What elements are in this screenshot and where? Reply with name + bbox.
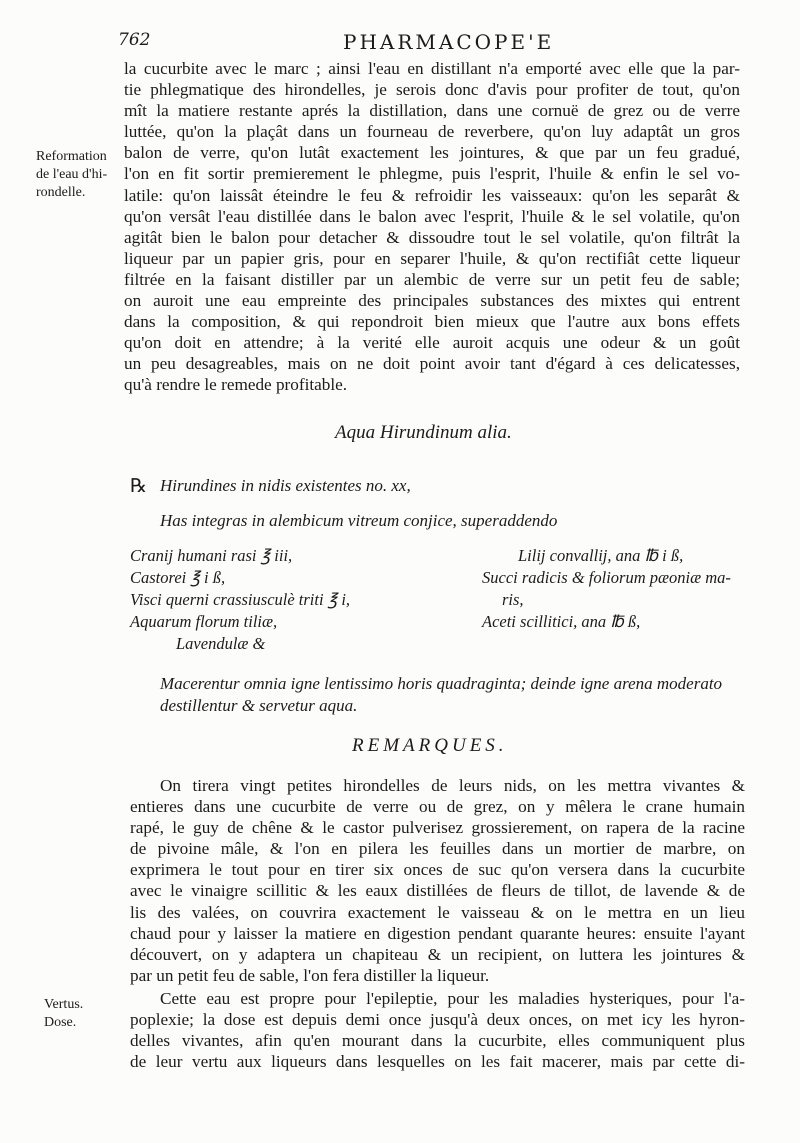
- recipe-rx-line: Hirundines in nidis existentes no. xx,: [160, 476, 411, 495]
- ingredient-left: Lavendulæ &: [176, 634, 266, 653]
- ingredient-left: Visci querni crassiusculè triti ℥ i,: [130, 590, 351, 609]
- text-line: exprimera le tout pour en tirer six onces de suc qu'on versera dans la cucurbite: [130, 860, 745, 880]
- text-line: la cucurbite avec le marc ; ainsi l'eau en distillant n'a emporté avec elle que la par-: [124, 59, 740, 78]
- section-heading-remarques: REMARQUES.: [352, 735, 508, 756]
- ingredient-left: Aquarum florum tiliæ,: [130, 612, 278, 631]
- recipe-rx-icon: ℞: [130, 475, 148, 497]
- margin-note-vertus-dose: [44, 996, 83, 1032]
- text-line: Cette eau est propre pour l'epileptie, pour les maladies hysteriques, pour l'a-: [160, 989, 745, 1008]
- text-line: entieres dans une cucurbite de verre ou de grez, on y mêlera le crane humain: [130, 797, 745, 817]
- recipe-maceration: [160, 673, 780, 717]
- text-line: un peu desagreables, mais on ne doit point avoir tant d'égard à ces delicatesses,: [124, 354, 740, 374]
- page-number: 762: [118, 30, 151, 50]
- text-line: luttée, qu'on la plaçât dans un fourneau de reverbere, qu'on luy adaptât un gros: [124, 122, 740, 142]
- text-line: qu'à rendre le remede profitable.: [124, 375, 348, 395]
- paragraph-vertus: [130, 988, 745, 1072]
- text-line: dans la composition, & qui repondroit bien mieux que l'autre aux bons effets: [124, 312, 740, 332]
- text-line: découvert, on y adaptera un chapiteau & un recipient, on luttera les jointures &: [130, 944, 745, 964]
- margin-note-line: de l'eau d'hi-: [36, 167, 108, 182]
- maceration-line: Macerentur omnia igne lentissimo horis quadraginta; deinde igne arena moderato: [160, 674, 723, 693]
- maceration-line: destillentur & servetur aqua.: [160, 696, 358, 715]
- text-line: lis des valées, on couvrira exactement le vaisseau & on le mettra en un lieu: [130, 902, 745, 922]
- ingredient-left: Castorei ℥ i ß,: [130, 568, 226, 587]
- text-line: de pivoine mâle, & l'on en pilera les feuilles dans un mortier de marbre, on: [130, 839, 745, 859]
- margin-note-reformation: [36, 148, 107, 202]
- text-line: on auroit une eau empreinte des principales substances des mixtes qui entrent: [124, 291, 740, 311]
- ingredient-right: ris,: [502, 590, 524, 609]
- paragraph-continuation: [124, 58, 740, 396]
- text-line: On tirera vingt petites hirondelles de leurs nids, on les mettra vivantes &: [160, 776, 745, 795]
- ingredient-right: Aceti scillitici, ana ℔ ß,: [482, 612, 641, 631]
- text-line: rapé, le guy de chêne & le castor pulverisez grossierement, on rapera de la racine: [130, 818, 745, 838]
- text-line: delles vivantes, afin qu'en mourant dans la cucurbite, elles communiquent plus: [130, 1031, 745, 1051]
- text-line: qu'on versât l'eau distillée dans le balon avec l'esprit, l'huile & le sel volatile, qu'on: [124, 206, 740, 226]
- text-line: mît la matiere restante aprés la distillation, dans une cornuë de grez ou de verre: [124, 101, 740, 121]
- text-line: latile: qu'on laissât éteindre le feu & refroidir les vaisseaux: qu'on les separât &: [124, 185, 740, 205]
- text-line: poplexie; la dose est depuis demi once jusqu'à deux onces, on met icy les hyron-: [130, 1010, 745, 1030]
- margin-note-line: rondelle.: [36, 185, 86, 200]
- recipe-title: Aqua Hirundinum alia.: [335, 422, 512, 443]
- recipe-instruction: Has integras in alembicum vitreum conjice, superaddendo: [160, 511, 558, 530]
- text-line: qu'on doit en attendre; à la verité elle auroit acquis une odeur & un goût: [124, 333, 740, 353]
- text-line: avec le vinaigre scillitic & les eaux distillées de fleurs de tillot, de lavende & de: [130, 881, 745, 901]
- text-line: tie phlegmatique des hirondelles, je serois donc d'avis pour profiter de tout, qu'on: [124, 80, 740, 100]
- ingredient-right: Succi radicis & foliorum pæoniæ ma-: [482, 568, 731, 587]
- text-line: chaud pour y laisser la matiere en digestion pendant quarante heures: ensuite l'ayant: [130, 923, 745, 943]
- text-line: l'on en fit sortir premierement le phlegme, puis l'esprit, l'huile & enfin le sel vo-: [124, 164, 740, 184]
- ingredient-right: Lilij convallij, ana ℔ i ß,: [518, 546, 684, 565]
- text-line: agitât bien le balon pour detacher & dissoudre tout le sel volatile, qu'on filtrât la: [124, 227, 740, 247]
- margin-note-line: Dose.: [44, 1015, 77, 1030]
- text-line: par un petit feu de sable, l'on fera distiller la liqueur.: [130, 965, 490, 985]
- paragraph-remarques: [130, 775, 745, 986]
- text-line: filtrée en la faisant distiller par un alembic de verre sur un petit feu de sable;: [124, 269, 740, 289]
- running-head: PHARMACOPE'E: [343, 30, 555, 54]
- text-line: balon de verre, qu'on lutât exactement les jointures, & que par un feu gradué,: [124, 143, 740, 163]
- text-line: liqueur par un papier gris, pour en separer l'huile, & qu'on rectifiât cette liqueur: [124, 248, 740, 268]
- margin-note-line: Vertus.: [44, 997, 84, 1012]
- text-line: de leur vertu aux liqueurs dans lesquelles on les fait macerer, mais par cette di-: [130, 1052, 745, 1072]
- margin-note-line: Reformation: [36, 149, 107, 164]
- ingredient-left: Cranij humani rasi ℥ iii,: [130, 546, 293, 565]
